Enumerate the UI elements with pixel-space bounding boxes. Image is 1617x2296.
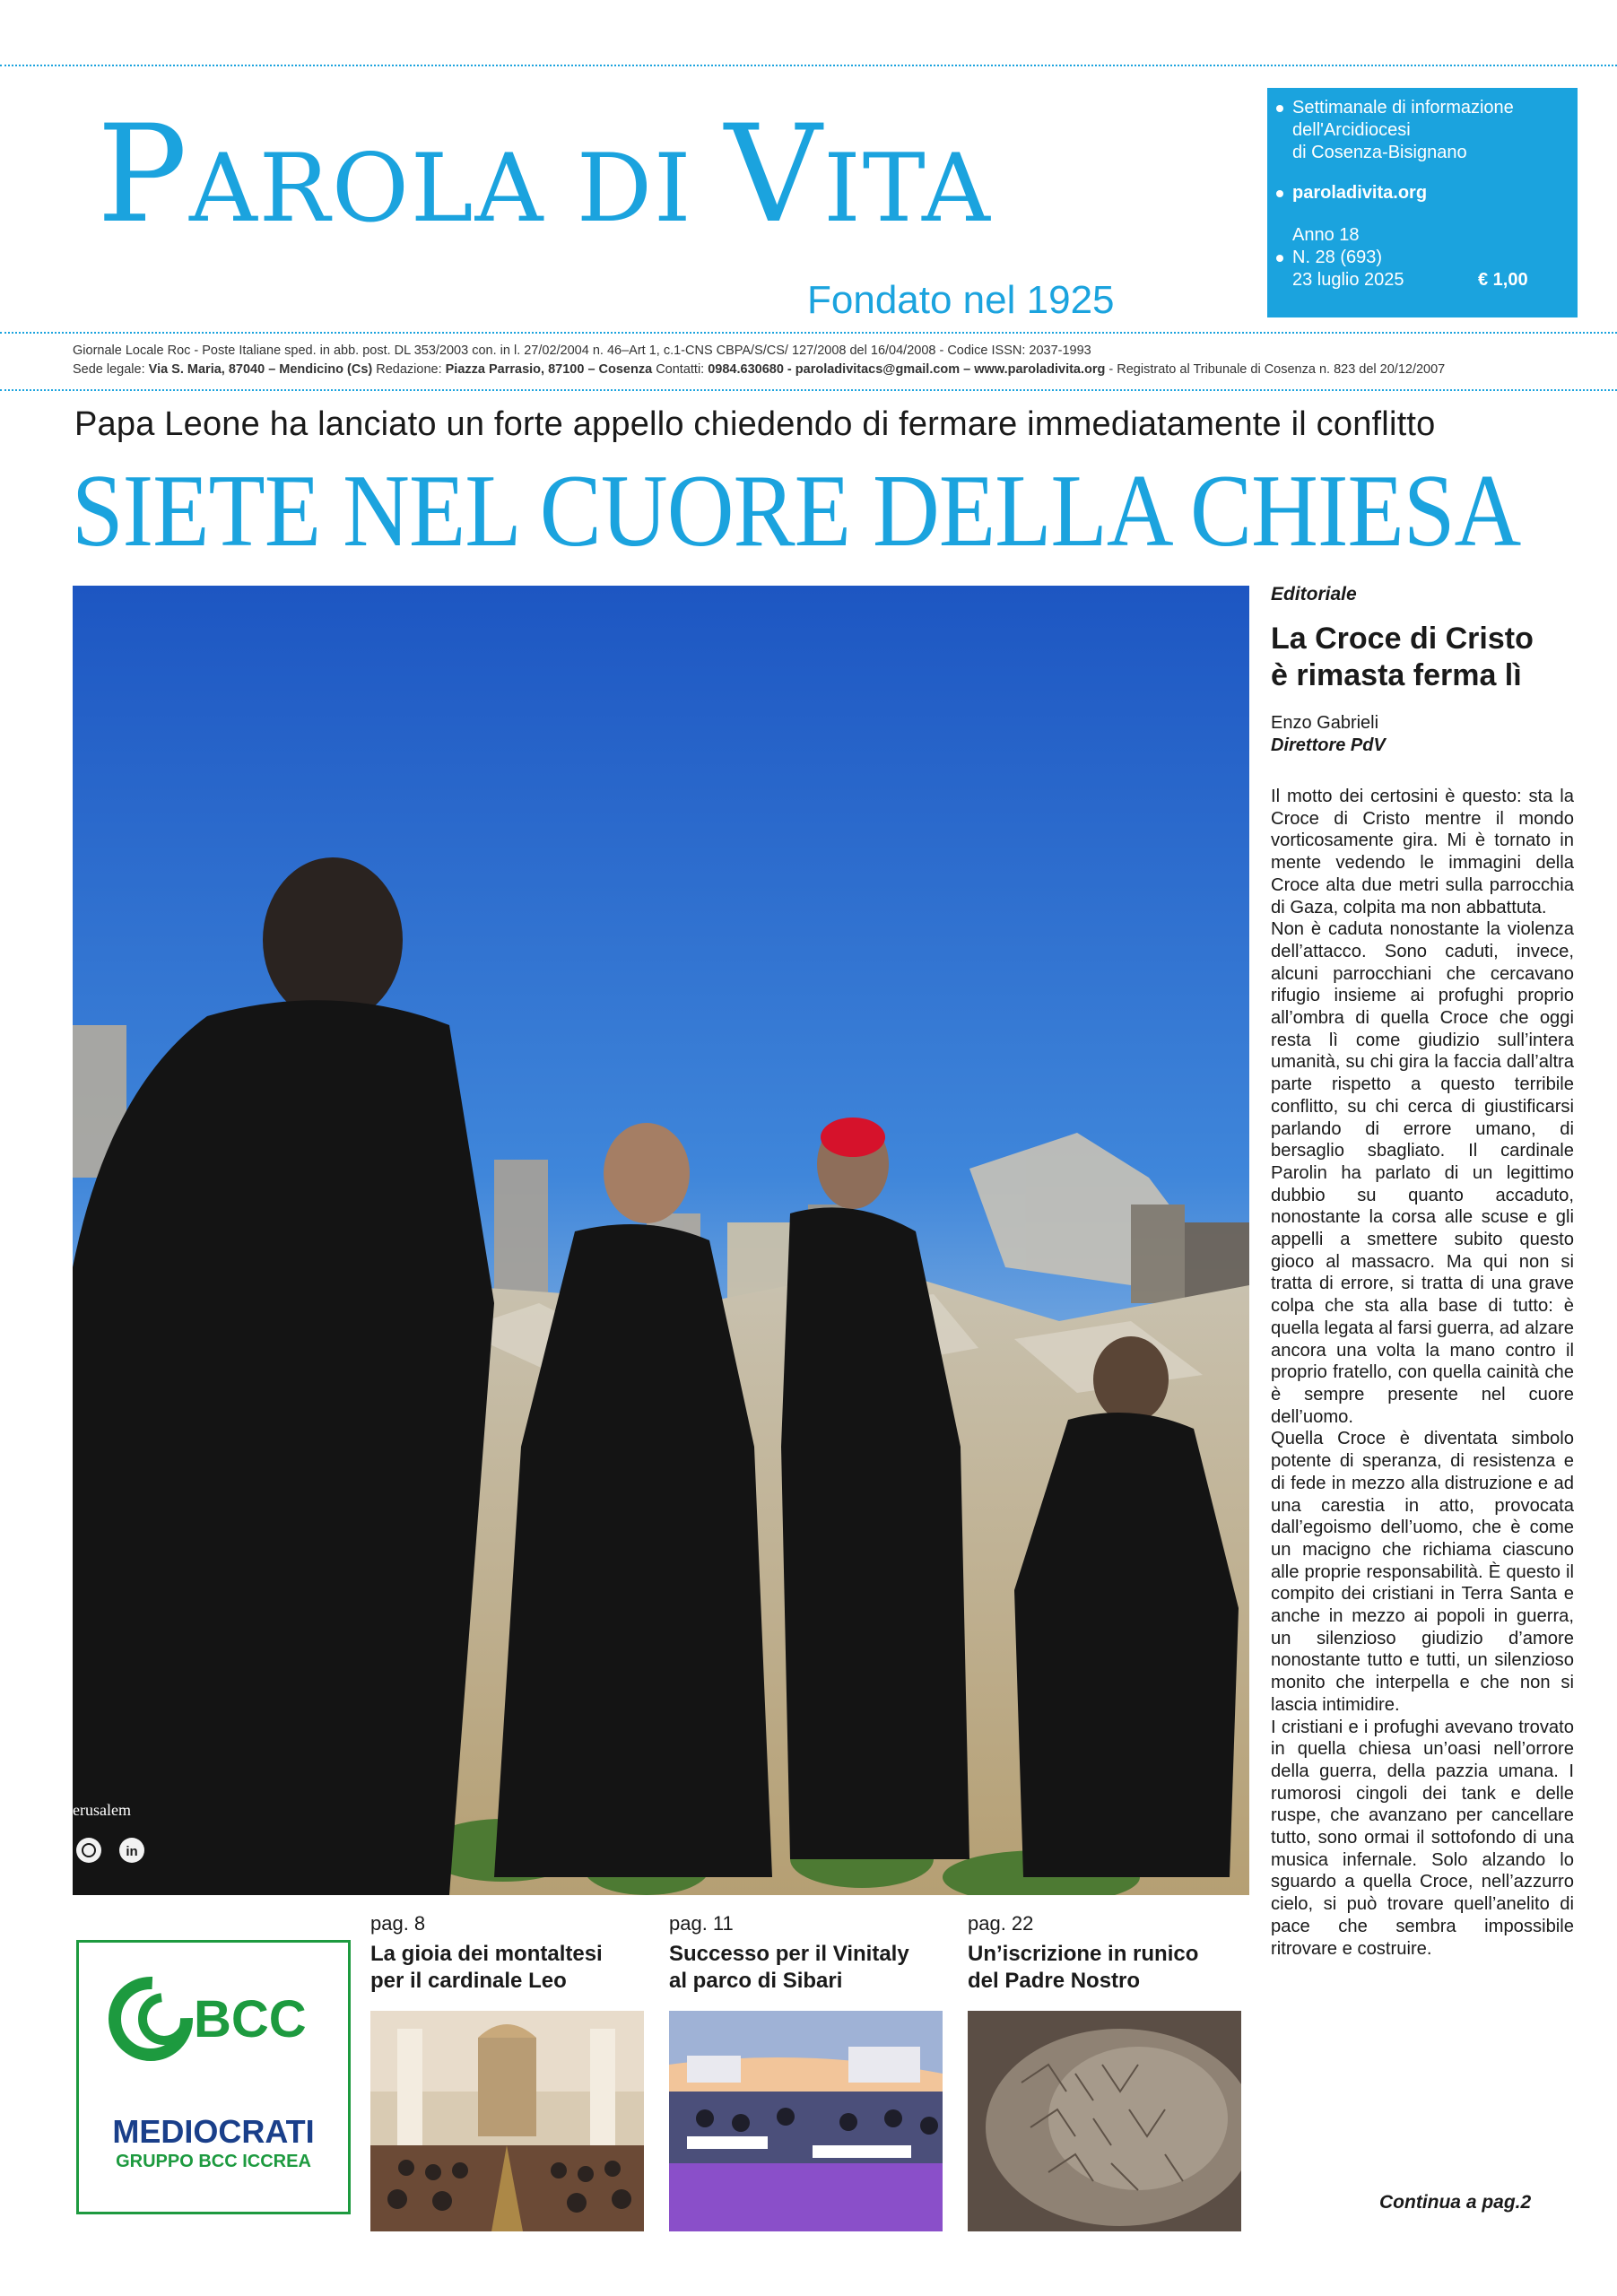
editorial-paragraph: Quella Croce è diventata simbolo potente di speranza, di resistenza e di fede in mezzo alla distruzione e ad una carestia in atto, provocata dall’egoismo dell’uomo, che è come un macigno che richiama ciascuno alle proprie responsabilità. È questo il compito dei cristiani in Terra Santa e anche in mezzo ai popoli in guerra, un silenzioso giudizio d’amore nonostante tutto e tutti, un silenzioso monito che interpella e che non si lascia intimidire. [1271, 1429, 1574, 1715]
church-interior-illustration [370, 2011, 644, 2231]
continue-link[interactable]: Continua a pag.2 [1379, 2192, 1532, 2213]
bullet-icon [1276, 105, 1283, 112]
editorial-title: La Croce di Cristo è rimasta ferma lì [1271, 622, 1534, 692]
teaser-2-photo[interactable] [669, 2011, 943, 2231]
teaser-title: La gioia dei montaltesi per il cardinale Leo [370, 1942, 603, 1993]
teaser-1[interactable] [370, 1912, 644, 1995]
event-photo-illustration [669, 2011, 943, 2231]
editorial-paragraph: I cristiani e i profughi avevano trovato in quella chiesa un’oasi nell’orrore della guerra, della pazzia umana. I rumorosi cingoli dei tank e delle ruspe, che avanzano per cancellare tutto, sono ormai il sottofondo di una musica infernale. Solo alzando lo sguardo a quella Croce, nell’azzurro cielo, si può trovare quell’anelito di pace che sembra impossibile ritrovare e costruire. [1271, 1717, 1574, 1959]
editorial-label: Editoriale [1271, 584, 1357, 604]
legal-info-line2: Sede legale: Via S. Maria, 87040 – Mendicino (Cs) Redazione: Piazza Parrasio, 87100 – Cosenza Contatti: 0984.630680 - paroladivitacs@gmail.com – www.paroladivita.org - Registrato al Tribunale di Cosenza n. 823 del 20/12/2007 [73, 362, 1446, 377]
teaser-2[interactable] [669, 1912, 943, 1995]
bcc-brand: BCC [194, 1990, 307, 2048]
masthead-dotted-rule [0, 332, 1617, 334]
teaser-page: pag. 22 [968, 1912, 1034, 1935]
teaser-3[interactable] [968, 1912, 1241, 1995]
photo-watermark: erusalem [73, 1801, 131, 1819]
editorial-body [1271, 786, 1574, 1960]
editorial-author-role: Direttore PdV [1271, 735, 1386, 755]
bullet-icon [1276, 190, 1283, 197]
teaser-page: pag. 8 [370, 1912, 426, 1935]
teaser-1-photo[interactable] [370, 2011, 644, 2231]
main-photo [73, 586, 1249, 1895]
svg-text:in: in [126, 1844, 138, 1859]
publisher-description: Settimanale di informazione dell'Arcidiocesi di Cosenza-Bisignano [1292, 97, 1514, 164]
headline-kicker: Papa Leone ha lanciato un forte appello chiedendo di fermare immediatamente il conflitto [74, 405, 1436, 443]
teaser-3-photo[interactable] [968, 2011, 1241, 2231]
bullet-icon [1276, 255, 1283, 262]
founded-tagline: Fondato nel 1925 [807, 278, 1115, 322]
editorial-paragraph: Il motto dei certosini è questo: sta la Croce di Cristo mentre il mondo vorticosamente gira. Mi è tornato in mente vedendo le immagini della Croce alta due metri sulla parrocchia di Gaza, colpita ma non abbattuta. [1271, 787, 1574, 918]
bcc-name: MEDIOCRATI [112, 2113, 315, 2150]
legal-dotted-rule [0, 389, 1617, 391]
top-dotted-rule [0, 65, 1617, 66]
issue-info-box [1267, 88, 1578, 317]
website-link[interactable]: paroladivita.org [1292, 182, 1427, 204]
editorial-paragraph: Non è caduta nonostante la violenza dell’attacco. Sono caduti, invece, alcuni parrocchiani che cercavano rifugio insieme ai profughi proprio all’ombra di quella Croce che oggi resta lì come giudizio sull’intera umanità, su chi gira la faccia dall’altra parte rispetto a questo terribile conflitto, su chi cerca di giustificarsi parlando di errore umano, di bersaglio sbagliato. Il cardinale Parolin ha parlato di un legittimo dubbio su quanto accaduto, nonostante la corsa alle scuse e gli appelli a smettere subito questo gioco al massacro. Ma qui non si tratta di errore, si tratta di una grave colpa che sta alla base di tutto: è quella legata al farsi guerra, ad alzare ancora una volta la mano contro il proprio fratello, con quella cainità che è sempre presente nel cuore dell’uomo. [1271, 919, 1574, 1427]
bcc-group: GRUPPO BCC ICCREA [116, 2152, 311, 2171]
teaser-title: Successo per il Vinitaly al parco di Sibari [669, 1942, 909, 1993]
main-headline: SIETE NEL CUORE DELLA CHIESA [72, 454, 1521, 568]
bcc-advertisement[interactable] [76, 1940, 351, 2214]
newspaper-logo: PAROLA DI VITA [97, 97, 992, 253]
editorial-author: Enzo Gabrieli [1271, 713, 1379, 733]
legal-info-line1: Giornale Locale Roc - Poste Italiane sped. in abb. post. DL 353/2003 con. in l. 27/02/2004 n. 46–Art 1, c.1-CNS CBPA/S/CS/ 127/2008 del 16/04/2008 - Codice ISSN: 2037-1993 [73, 344, 1091, 358]
stone-inscription-illustration [968, 2011, 1241, 2231]
issue-details: Anno 18 N. 28 (693) 23 luglio 2025 [1292, 224, 1404, 291]
photo-illustration [73, 586, 1249, 1895]
issue-price: € 1,00 [1478, 270, 1528, 290]
teaser-title: Un’iscrizione in runico del Padre Nostro [968, 1942, 1199, 1993]
teaser-page: pag. 11 [669, 1912, 734, 1935]
